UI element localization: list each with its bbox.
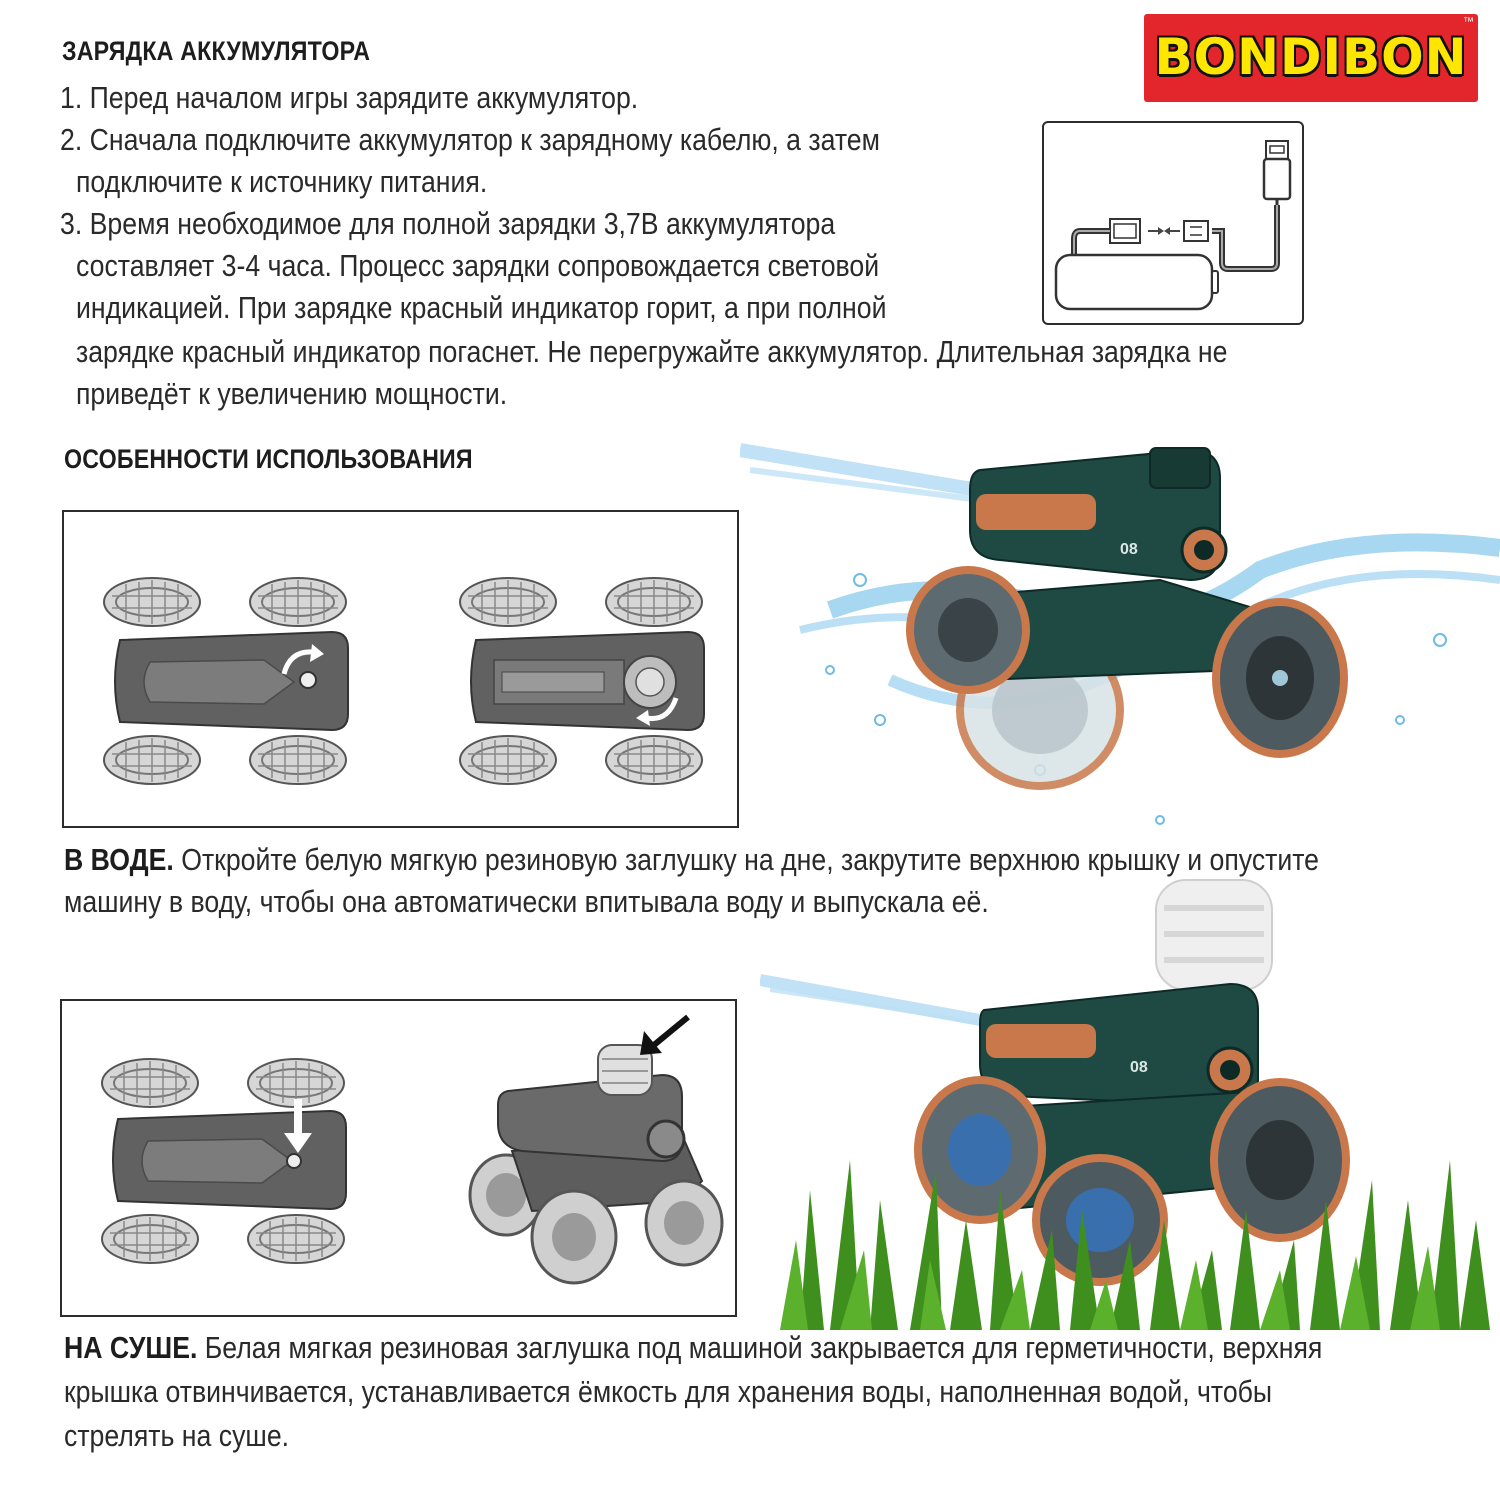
- water-mode-diagram: [62, 510, 739, 828]
- battery-icon: [1056, 255, 1218, 309]
- charging-line-6: индикацией. При зарядке красный индикатор горит, а при полной: [76, 290, 887, 325]
- trademark-sign: ™: [1463, 16, 1474, 28]
- land-instruction-line-2: крышка отвинчивается, устанавливается ёмкость для хранения воды, наполненная водой, чтобы: [64, 1374, 1273, 1409]
- water-label: В ВОДЕ.: [64, 842, 174, 877]
- land-text-1: Белая мягкая резиновая заглушка под машиной закрывается для герметичности, верхняя: [197, 1330, 1323, 1365]
- usage-title: ОСОБЕННОСТИ ИСПОЛЬЗОВАНИЯ: [64, 444, 473, 474]
- charger-diagram: [1042, 121, 1304, 325]
- toy-car-water: [910, 448, 1344, 786]
- car-bottom-view: [102, 1059, 346, 1263]
- charging-line-7: зарядке красный индикатор погаснет. Не перегружайте аккумулятор. Длительная зарядка не: [76, 334, 1228, 369]
- toy-badge-water: 08: [1120, 541, 1138, 558]
- charging-line-3: подключите к источнику питания.: [76, 164, 488, 199]
- female-connector-icon: [1184, 221, 1208, 241]
- charging-line-4: 3. Время необходимое для полной зарядки 3,7В аккумулятора: [60, 206, 836, 241]
- charging-title: ЗАРЯДКА АККУМУЛЯТОРА: [62, 36, 371, 66]
- water-instruction-line-2: машину в воду, чтобы она автоматически впитывала воду и выпускала её.: [64, 884, 989, 919]
- pointer-arrow-icon: [640, 1017, 688, 1055]
- land-instruction-line-3: стрелять на суше.: [64, 1418, 290, 1453]
- car-top-view-right: [460, 578, 704, 784]
- car-top-view-left: [104, 578, 348, 784]
- charging-line-5: составляет 3-4 часа. Процесс зарядки сопровождается световой: [76, 248, 880, 283]
- water-text-1: Откройте белую мягкую резиновую заглушку на дне, закрутите верхнюю крышку и опустите: [173, 842, 1319, 877]
- toy-car-land: [918, 984, 1346, 1282]
- toy-in-water-photo: [740, 430, 1500, 850]
- land-instruction-line-1: [64, 1330, 1322, 1366]
- toy-on-grass-photo: [760, 860, 1500, 1330]
- plug-arrows-icon: [1148, 227, 1180, 235]
- male-connector-icon: [1110, 219, 1140, 243]
- toy-badge-land: 08: [1130, 1059, 1148, 1076]
- car-side-view: [470, 1045, 722, 1283]
- brand-logo: [1144, 14, 1478, 102]
- charging-line-8: приведёт к увеличению мощности.: [76, 376, 508, 411]
- land-mode-diagram: [60, 999, 737, 1317]
- water-jet: [760, 980, 984, 1024]
- charging-line-2: 2. Сначала подключите аккумулятор к зарядному кабелю, а затем: [60, 122, 880, 157]
- water-tank: [1156, 880, 1272, 990]
- brand-logo-text: BONDIBON: [1154, 28, 1468, 86]
- charging-line-1: 1. Перед началом игры зарядите аккумулятор.: [60, 80, 639, 115]
- land-label: НА СУШЕ.: [64, 1330, 198, 1365]
- usb-plug-icon: [1264, 141, 1290, 205]
